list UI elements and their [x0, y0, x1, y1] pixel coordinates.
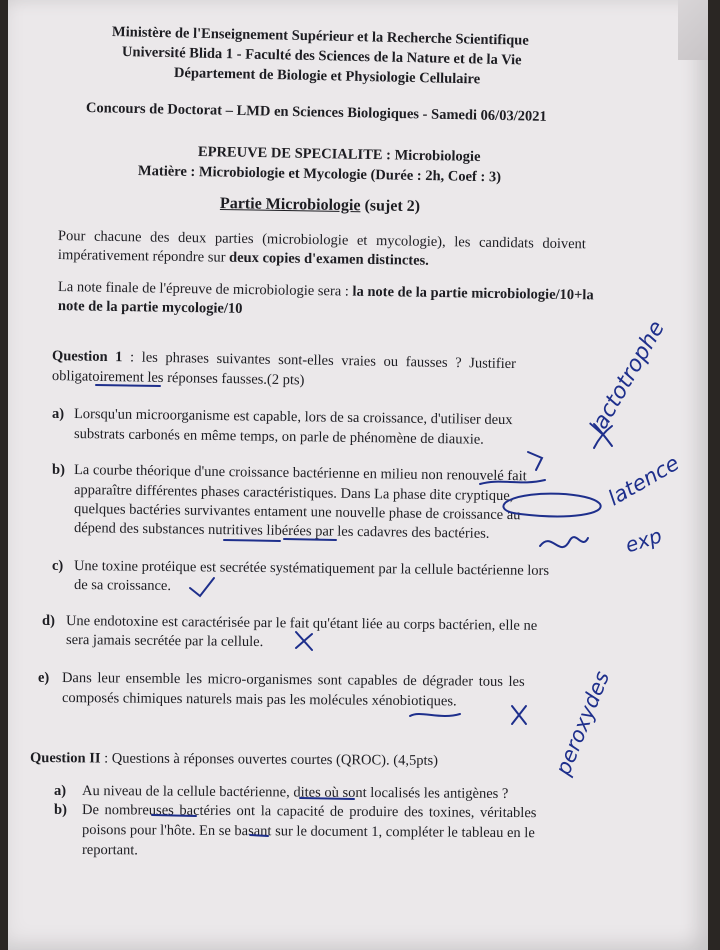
partie-title-suffix: (sujet 2)	[364, 197, 421, 216]
department-line: Département de Biologie et Physiologie Cellulaire	[173, 65, 481, 88]
question-1-label: Question 1	[51, 348, 123, 366]
q1-item-b-line-3: quelques bactéries survivantes entament une nouvelle phase de croissance au	[73, 501, 521, 524]
question-1-text: : les phrases suivantes sont-elles vraies ou fausses ? Justifier	[122, 349, 517, 373]
q1-item-a-letter: a)	[52, 406, 65, 422]
q1-item-c-line-2: de sa croissance.	[73, 577, 172, 595]
handwritten-note-peroxydes: peroxydes	[550, 667, 615, 779]
q2-item-b-line-3: reportant.	[81, 842, 139, 859]
instruction-1-emphasis: deux copies d'examen distinctes.	[228, 249, 429, 269]
matiere-line: Matière : Microbiologie et Mycologie (Durée : 2h, Coef : 3)	[137, 163, 502, 186]
question-1-line-2: obligatoirement les réponses fausses.(2 pts)	[51, 368, 305, 389]
question-2-text: : Questions à réponses ouvertes courtes (QROC). (4,5pts)	[100, 750, 439, 769]
q2-item-b-line-2: poisons pour l'hôte. En se basant sur le document 1, compléter le tableau en le	[81, 822, 535, 842]
partie-title-main: Partie Microbiologie	[219, 195, 361, 215]
q2-item-b-line-1: De nombreuses bactéries ont la capacité de produire des toxines, véritables	[81, 802, 537, 822]
handwritten-note-lactotrophe: lactotrophe	[585, 316, 671, 439]
exam-sheet	[8, 0, 708, 950]
epreuve-line: EPREUVE DE SPECIALITE : Microbiologie	[197, 144, 481, 165]
q1-item-b-line-1: La courbe théorique d'une croissance bactérienne en milieu non renouvelé fait	[73, 462, 527, 485]
q1-item-d-letter: d)	[42, 613, 55, 629]
q1-item-b-line-2: apparaître différentes phases caractéristiques. Dans La phase dite cryptique,	[73, 482, 514, 505]
instruction-1-line-1: Pour chacune des deux parties (microbiologie et mycologie), les candidats doivent	[57, 228, 587, 253]
university-line: Université Blida 1 - Faculté des Sciences de la Nature et de la Vie	[121, 44, 522, 69]
q1-item-a-line-2: substrats carbonés en même temps, on parle de phénomène de diauxie.	[73, 426, 484, 448]
q1-item-b-letter: b)	[52, 462, 65, 478]
q1-item-c-line-1: Une toxine protéique est secrétée systématiquement par la cellule bactérienne lors	[73, 558, 550, 579]
q1-item-b-line-4: dépend des substances nutritives libérées par les cadavres des bactéries.	[73, 520, 490, 542]
handwritten-note-exp: exp	[622, 523, 665, 558]
ministry-line: Ministère de l'Enseignement Supérieur et la Recherche Scientifique	[111, 24, 529, 49]
concours-line: Concours de Doctorat – LMD en Sciences Biologiques - Samedi 06/03/2021	[85, 100, 547, 125]
q1-item-a-line-1: Lorsqu'un microorganisme est capable, lors de sa croissance, d'utiliser deux	[73, 406, 513, 429]
q1-item-e-line-1: Dans leur ensemble les micro-organismes sont capables de dégrader tous les	[61, 670, 525, 691]
instruction-2-text: La note finale de l'épreuve de microbiologie sera :	[57, 279, 353, 300]
partie-title	[220, 194, 420, 217]
q2-item-a-line-1: Au niveau de la cellule bactérienne, dites où sont localisés les antigènes ?	[81, 783, 509, 802]
q1-item-e-letter: e)	[38, 670, 50, 686]
q1-item-c-letter: c)	[52, 558, 64, 574]
question-2-line	[30, 748, 438, 771]
instruction-2-emphasis: la note de la partie microbiologie/10+la	[352, 283, 594, 304]
q1-item-e-line-2: composés chimiques naturels mais pas les molécules xénobiotiques.	[61, 690, 457, 710]
handwritten-note-latence: latence	[604, 450, 684, 511]
instruction-2-line-2: note de la partie mycologie/10	[57, 298, 243, 317]
question-2-label: Question II	[29, 750, 101, 767]
q2-item-a-letter: a)	[54, 783, 67, 799]
q1-item-d-line-1: Une endotoxine est caractérisée par le fait qu'étant liée au corps bactérien, elle ne	[65, 613, 538, 634]
q1-item-d-line-2: sera jamais secrétée par la cellule.	[65, 632, 264, 651]
page-corner	[678, 0, 708, 60]
instruction-1-text: impérativement répondre sur	[57, 247, 230, 266]
q2-item-b-letter: b)	[54, 802, 67, 818]
